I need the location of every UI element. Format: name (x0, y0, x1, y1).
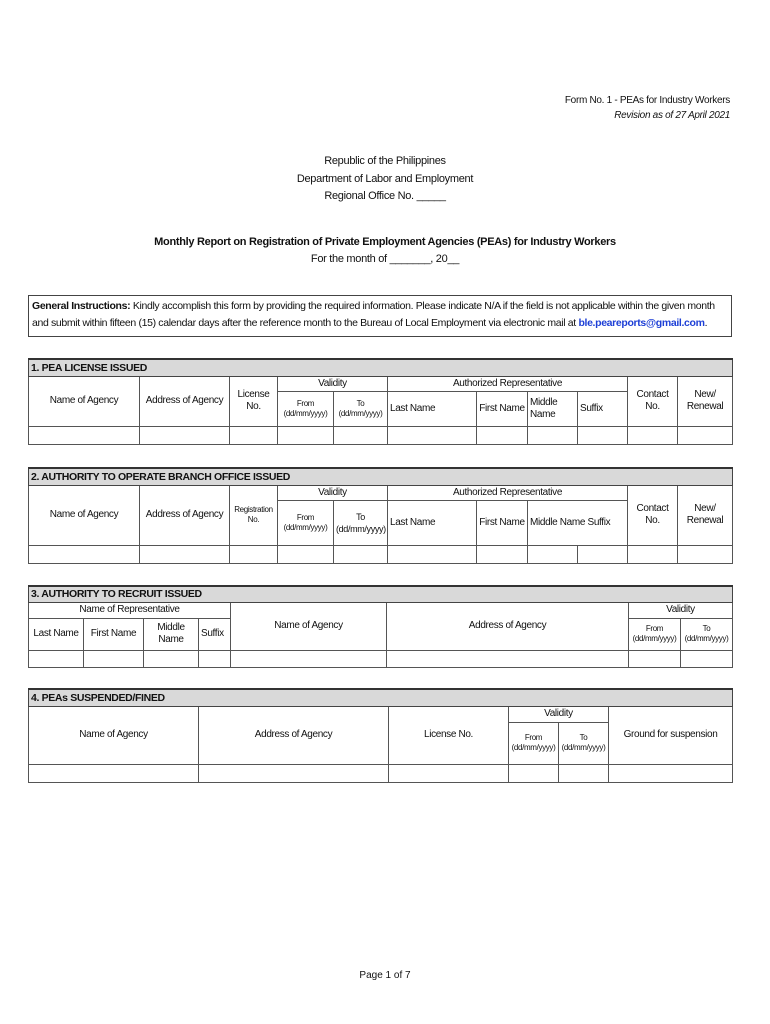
s3-from: From (dd/mm/yyyy) (629, 618, 681, 650)
s2-contact-no: Contact No. (628, 485, 678, 545)
report-month: For the month of _______, 20__ (310, 253, 460, 265)
s4-input-cell[interactable] (509, 764, 559, 782)
s3-input-cell[interactable] (144, 650, 199, 667)
s1-input-cell[interactable] (578, 426, 628, 444)
s2-input-cell[interactable] (477, 545, 528, 563)
s1-address-of-agency: Address of Agency (140, 376, 230, 426)
instructions-end: . (704, 317, 708, 329)
s3-name-of-rep: Name of Representative (29, 602, 231, 618)
s3-first-name: First Name (84, 618, 144, 650)
s2-middle-name: Middle Name (530, 516, 586, 528)
s2-input-cell[interactable] (140, 545, 230, 563)
page-number: Page 1 of 7 (359, 970, 411, 981)
s2-last-name: Last Name (388, 500, 477, 545)
section-4-table (28, 688, 733, 783)
s4-address-of-agency: Address of Agency (199, 706, 389, 764)
revision-date: Revision as of 27 April 2021 (614, 110, 730, 121)
s2-auth-rep: Authorized Representative (388, 485, 628, 500)
s1-input-cell[interactable] (477, 426, 528, 444)
s2-input-cell[interactable] (29, 545, 140, 563)
s3-suffix: Suffix (199, 618, 231, 650)
section-2-title: 2. AUTHORITY TO OPERATE BRANCH OFFICE ISSUED (29, 468, 733, 485)
s2-new-renewal: New/ Renewal (678, 485, 733, 545)
s4-input-cell[interactable] (559, 764, 609, 782)
s3-middle-name: Middle Name (144, 618, 199, 650)
s1-name-of-agency: Name of Agency (29, 376, 140, 426)
section-1-table (28, 358, 733, 445)
s2-from: From (dd/mm/yyyy) (278, 500, 334, 545)
s2-input-cell[interactable] (388, 545, 477, 563)
s1-validity: Validity (278, 376, 388, 391)
section-2-table (28, 467, 733, 564)
s1-new-renewal: New/ Renewal (678, 376, 733, 426)
s1-first-name: First Name (477, 391, 528, 426)
form-number: Form No. 1 - PEAs for Industry Workers (564, 95, 730, 106)
s1-input-cell[interactable] (628, 426, 678, 444)
s4-name-of-agency: Name of Agency (29, 706, 199, 764)
s1-suffix: Suffix (578, 391, 628, 426)
s4-input-cell[interactable] (609, 764, 733, 782)
s2-input-cell[interactable] (230, 545, 278, 563)
s1-input-cell[interactable] (678, 426, 733, 444)
instructions-label: General Instructions: (32, 300, 131, 312)
section-3-title: 3. AUTHORITY TO RECRUIT ISSUED (29, 586, 733, 602)
s2-suffix: Suffix (587, 516, 611, 528)
s2-middle-suffix (528, 500, 628, 545)
s1-last-name: Last Name (388, 391, 477, 426)
instructions-email[interactable]: ble.peareports@gmail.com (578, 317, 705, 329)
s1-input-cell[interactable] (29, 426, 140, 444)
s4-input-cell[interactable] (199, 764, 389, 782)
s2-address-of-agency: Address of Agency (140, 485, 230, 545)
s2-input-cell[interactable] (334, 545, 388, 563)
s4-ground: Ground for suspension (609, 706, 733, 764)
s2-registration-no: Registration No. (230, 485, 278, 545)
s3-name-of-agency: Name of Agency (231, 602, 387, 650)
s3-input-cell[interactable] (681, 650, 733, 667)
section-3-table (28, 585, 733, 668)
s4-input-cell[interactable] (29, 764, 199, 782)
s3-input-cell[interactable] (231, 650, 387, 667)
s4-input-cell[interactable] (389, 764, 509, 782)
s2-input-cell[interactable] (278, 545, 334, 563)
s3-address-of-agency: Address of Agency (387, 602, 629, 650)
s4-from: From (dd/mm/yyyy) (509, 722, 559, 764)
s1-input-cell[interactable] (388, 426, 477, 444)
table-row[interactable] (29, 545, 733, 563)
s1-from: From (dd/mm/yyyy) (278, 391, 334, 426)
s1-auth-rep: Authorized Representative (388, 376, 628, 391)
agency-line-3: Regional Office No. _____ (324, 190, 446, 202)
s3-input-cell[interactable] (84, 650, 144, 667)
s2-input-cell[interactable] (628, 545, 678, 563)
general-instructions (28, 295, 732, 337)
agency-line-1: Republic of the Philippines (324, 155, 446, 167)
s2-input-cell[interactable] (678, 545, 733, 563)
s3-last-name: Last Name (29, 618, 84, 650)
section-4-title: 4. PEAs SUSPENDED/FINED (29, 689, 733, 706)
s1-input-cell[interactable] (230, 426, 278, 444)
s1-input-cell[interactable] (278, 426, 334, 444)
s2-input-cell[interactable] (578, 545, 628, 563)
s4-to: To (dd/mm/yyyy) (559, 722, 609, 764)
s3-validity: Validity (629, 602, 733, 618)
s3-to: To (dd/mm/yyyy) (681, 618, 733, 650)
table-row[interactable] (29, 426, 733, 444)
s1-input-cell[interactable] (140, 426, 230, 444)
table-row[interactable] (29, 650, 733, 667)
s4-license-no: License No. (389, 706, 509, 764)
s4-validity: Validity (509, 706, 609, 722)
s2-name-of-agency: Name of Agency (29, 485, 140, 545)
instructions-text: Kindly accomplish this form by providing the required information. Please indicate N/A if the field is not applicable within the given month and submit within fifteen (15) calendar days after the reference month to the Bureau of Local Employment via electronic mail at (32, 300, 715, 329)
s2-first-name: First Name (477, 500, 528, 545)
s3-input-cell[interactable] (199, 650, 231, 667)
agency-line-2: Department of Labor and Employment (296, 173, 474, 185)
s3-input-cell[interactable] (387, 650, 629, 667)
s1-contact-no: Contact No. (628, 376, 678, 426)
s1-input-cell[interactable] (528, 426, 578, 444)
s3-input-cell[interactable] (629, 650, 681, 667)
s2-input-cell[interactable] (528, 545, 578, 563)
s2-to: To (dd/mm/yyyy) (334, 500, 388, 545)
table-row[interactable] (29, 764, 733, 782)
s2-validity: Validity (278, 485, 388, 500)
s1-to: To (dd/mm/yyyy) (334, 391, 388, 426)
section-1-title: 1. PEA LICENSE ISSUED (29, 359, 733, 376)
s3-input-cell[interactable] (29, 650, 84, 667)
s1-input-cell[interactable] (334, 426, 388, 444)
s1-license-no: License No. (230, 376, 278, 426)
s1-middle-name: Middle Name (528, 391, 578, 426)
report-title: Monthly Report on Registration of Private Employment Agencies (PEAs) for Industry Workers (154, 236, 616, 248)
